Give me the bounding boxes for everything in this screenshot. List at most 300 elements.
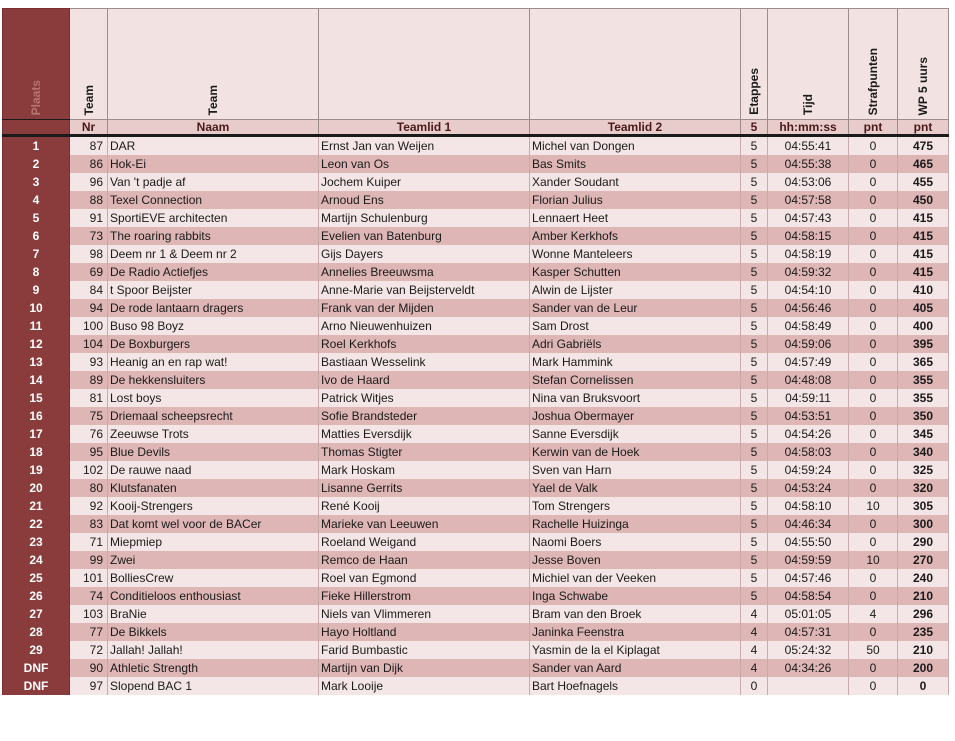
cell-team-nr: 96	[70, 173, 108, 191]
cell-wp: 340	[898, 443, 949, 461]
cell-team-nr: 83	[70, 515, 108, 533]
subheader-plaats	[3, 120, 70, 136]
cell-strafpunten: 0	[849, 136, 898, 156]
subheader-wp: pnt	[898, 120, 949, 136]
cell-plaats: 10	[3, 299, 70, 317]
table-row[interactable]	[3, 245, 949, 263]
cell-team-nr: 76	[70, 425, 108, 443]
cell-etappes: 5	[741, 551, 768, 569]
cell-wp: 410	[898, 281, 949, 299]
cell-strafpunten: 0	[849, 227, 898, 245]
cell-tijd: 04:53:51	[768, 407, 849, 425]
cell-teamlid2: Jesse Boven	[530, 551, 741, 569]
cell-plaats: 20	[3, 479, 70, 497]
cell-team-naam: Slopend BAC 1	[108, 677, 319, 695]
cell-teamlid2: Sanne Eversdijk	[530, 425, 741, 443]
table-row[interactable]	[3, 605, 949, 623]
cell-tijd: 04:58:19	[768, 245, 849, 263]
cell-strafpunten: 0	[849, 353, 898, 371]
cell-wp: 450	[898, 191, 949, 209]
cell-strafpunten: 0	[849, 425, 898, 443]
cell-team-naam: Dat komt wel voor de BACer	[108, 515, 319, 533]
cell-teamlid2: Rachelle Huizinga	[530, 515, 741, 533]
cell-etappes: 5	[741, 425, 768, 443]
cell-team-naam: Hok-Ei	[108, 155, 319, 173]
table-row[interactable]	[3, 209, 949, 227]
cell-wp: 355	[898, 389, 949, 407]
cell-teamlid1: Fieke Hillerstrom	[319, 587, 530, 605]
cell-plaats: 5	[3, 209, 70, 227]
cell-team-naam: Buso 98 Boyz	[108, 317, 319, 335]
cell-etappes: 4	[741, 623, 768, 641]
cell-etappes: 5	[741, 371, 768, 389]
cell-strafpunten: 0	[849, 335, 898, 353]
cell-team-nr: 71	[70, 533, 108, 551]
cell-wp: 240	[898, 569, 949, 587]
header-team-nr-label: Team	[81, 84, 96, 115]
cell-tijd: 05:24:32	[768, 641, 849, 659]
cell-etappes: 5	[741, 317, 768, 335]
cell-wp: 415	[898, 263, 949, 281]
cell-teamlid1: Arno Nieuwenhuizen	[319, 317, 530, 335]
header-wp-label: WP 5 uurs	[916, 56, 930, 115]
table-row[interactable]	[3, 533, 949, 551]
cell-etappes: 5	[741, 335, 768, 353]
cell-teamlid1: Ivo de Haard	[319, 371, 530, 389]
cell-tijd: 04:58:15	[768, 227, 849, 245]
cell-strafpunten: 10	[849, 551, 898, 569]
cell-team-nr: 104	[70, 335, 108, 353]
cell-team-naam: Jallah! Jallah!	[108, 641, 319, 659]
cell-team-nr: 75	[70, 407, 108, 425]
header-team-naam[interactable]	[108, 9, 319, 120]
cell-teamlid1: Roel Kerkhofs	[319, 335, 530, 353]
subheader-strafpunten: pnt	[849, 120, 898, 136]
cell-team-nr: 86	[70, 155, 108, 173]
cell-team-naam: Zeeuwse Trots	[108, 425, 319, 443]
cell-team-nr: 72	[70, 641, 108, 659]
cell-plaats: 13	[3, 353, 70, 371]
cell-team-nr: 93	[70, 353, 108, 371]
cell-wp: 305	[898, 497, 949, 515]
cell-team-nr: 77	[70, 623, 108, 641]
cell-etappes: 5	[741, 353, 768, 371]
cell-tijd: 04:48:08	[768, 371, 849, 389]
cell-plaats: 26	[3, 587, 70, 605]
table-row[interactable]	[3, 515, 949, 533]
cell-teamlid2: Florian Julius	[530, 191, 741, 209]
cell-wp: 365	[898, 353, 949, 371]
cell-team-naam: De rode lantaarn dragers	[108, 299, 319, 317]
cell-strafpunten: 0	[849, 623, 898, 641]
cell-team-nr: 95	[70, 443, 108, 461]
subheader-nr: Nr	[70, 120, 108, 136]
table-row[interactable]	[3, 335, 949, 353]
cell-teamlid2: Amber Kerkhofs	[530, 227, 741, 245]
cell-tijd: 04:57:46	[768, 569, 849, 587]
cell-strafpunten: 0	[849, 443, 898, 461]
cell-teamlid2: Janinka Feenstra	[530, 623, 741, 641]
cell-etappes: 4	[741, 641, 768, 659]
cell-teamlid2: Adri Gabriëls	[530, 335, 741, 353]
cell-team-nr: 90	[70, 659, 108, 677]
cell-strafpunten: 0	[849, 407, 898, 425]
cell-team-naam: De Bikkels	[108, 623, 319, 641]
table-row[interactable]	[3, 587, 949, 605]
cell-team-nr: 74	[70, 587, 108, 605]
cell-team-naam: Van 't padje af	[108, 173, 319, 191]
cell-strafpunten: 0	[849, 371, 898, 389]
cell-teamlid1: Evelien van Batenburg	[319, 227, 530, 245]
header-wp[interactable]	[898, 9, 949, 120]
cell-etappes: 5	[741, 515, 768, 533]
cell-team-nr: 92	[70, 497, 108, 515]
table-row[interactable]	[3, 389, 949, 407]
cell-etappes: 5	[741, 191, 768, 209]
table-row[interactable]	[3, 353, 949, 371]
header-tijd-label: Tijd	[801, 93, 815, 115]
header-team-nr[interactable]	[70, 9, 108, 120]
cell-tijd: 04:59:06	[768, 335, 849, 353]
cell-plaats: 9	[3, 281, 70, 299]
results-sheet	[2, 8, 948, 695]
cell-teamlid1: Annelies Breeuwsma	[319, 263, 530, 281]
cell-wp: 270	[898, 551, 949, 569]
cell-teamlid2: Xander Soudant	[530, 173, 741, 191]
table-row[interactable]	[3, 641, 949, 659]
table-row[interactable]	[3, 227, 949, 245]
cell-teamlid2: Kerwin van de Hoek	[530, 443, 741, 461]
table-row[interactable]	[3, 136, 949, 156]
cell-team-naam: Athletic Strength	[108, 659, 319, 677]
header-plaats[interactable]	[3, 9, 70, 120]
cell-wp: 320	[898, 479, 949, 497]
table-row[interactable]	[3, 371, 949, 389]
cell-wp: 325	[898, 461, 949, 479]
cell-etappes: 5	[741, 443, 768, 461]
cell-wp: 400	[898, 317, 949, 335]
cell-strafpunten: 10	[849, 497, 898, 515]
cell-tijd: 04:57:58	[768, 191, 849, 209]
cell-wp: 415	[898, 227, 949, 245]
cell-teamlid2: Michiel van der Veeken	[530, 569, 741, 587]
cell-team-naam: De Radio Actiefjes	[108, 263, 319, 281]
results-body	[3, 136, 949, 696]
cell-team-naam: BolliesCrew	[108, 569, 319, 587]
cell-wp: 455	[898, 173, 949, 191]
cell-teamlid1: Sofie Brandsteder	[319, 407, 530, 425]
cell-teamlid1: Leon van Os	[319, 155, 530, 173]
table-row[interactable]	[3, 659, 949, 677]
cell-tijd: 04:53:24	[768, 479, 849, 497]
cell-team-nr: 84	[70, 281, 108, 299]
cell-wp: 415	[898, 245, 949, 263]
cell-teamlid1: Martijn Schulenburg	[319, 209, 530, 227]
header-etappes-label: Etappes	[747, 68, 761, 115]
table-row[interactable]	[3, 623, 949, 641]
cell-etappes: 5	[741, 587, 768, 605]
cell-team-nr: 80	[70, 479, 108, 497]
table-row[interactable]	[3, 407, 949, 425]
table-row[interactable]	[3, 479, 949, 497]
table-row[interactable]	[3, 551, 949, 569]
header-strafpunten-label: Strafpunten	[866, 47, 880, 115]
cell-team-nr: 69	[70, 263, 108, 281]
cell-wp: 300	[898, 515, 949, 533]
cell-team-nr: 73	[70, 227, 108, 245]
cell-wp: 395	[898, 335, 949, 353]
cell-teamlid1: Farid Bumbastic	[319, 641, 530, 659]
cell-plaats: 18	[3, 443, 70, 461]
cell-teamlid1: Roel van Egmond	[319, 569, 530, 587]
cell-teamlid2: Wonne Manteleers	[530, 245, 741, 263]
cell-teamlid1: Thomas Stigter	[319, 443, 530, 461]
subheader-naam: Naam	[108, 120, 319, 136]
table-row[interactable]	[3, 191, 949, 209]
cell-strafpunten: 0	[849, 173, 898, 191]
table-row[interactable]	[3, 281, 949, 299]
cell-strafpunten: 0	[849, 299, 898, 317]
cell-team-naam: SportiEVE architecten	[108, 209, 319, 227]
cell-etappes: 5	[741, 227, 768, 245]
cell-team-naam: De hekkensluiters	[108, 371, 319, 389]
cell-strafpunten: 0	[849, 281, 898, 299]
cell-plaats: 25	[3, 569, 70, 587]
cell-plaats: 19	[3, 461, 70, 479]
cell-teamlid2: Mark Hammink	[530, 353, 741, 371]
cell-plaats: 29	[3, 641, 70, 659]
cell-team-nr: 101	[70, 569, 108, 587]
cell-teamlid2: Nina van Bruksvoort	[530, 389, 741, 407]
cell-teamlid1: Patrick Witjes	[319, 389, 530, 407]
cell-tijd: 04:58:49	[768, 317, 849, 335]
cell-tijd: 04:59:59	[768, 551, 849, 569]
cell-strafpunten: 4	[849, 605, 898, 623]
cell-tijd	[768, 677, 849, 695]
cell-tijd: 04:59:32	[768, 263, 849, 281]
cell-etappes: 5	[741, 569, 768, 587]
cell-teamlid1: Remco de Haan	[319, 551, 530, 569]
cell-etappes: 5	[741, 389, 768, 407]
cell-strafpunten: 0	[849, 263, 898, 281]
cell-teamlid1: Gijs Dayers	[319, 245, 530, 263]
cell-wp: 210	[898, 641, 949, 659]
subheader-tijd: hh:mm:ss	[768, 120, 849, 136]
cell-team-nr: 94	[70, 299, 108, 317]
cell-team-naam: Lost boys	[108, 389, 319, 407]
cell-teamlid2: Sander van Aard	[530, 659, 741, 677]
cell-teamlid1: Arnoud Ens	[319, 191, 530, 209]
cell-wp: 355	[898, 371, 949, 389]
cell-plaats: 14	[3, 371, 70, 389]
cell-etappes: 5	[741, 299, 768, 317]
cell-teamlid1: Lisanne Gerrits	[319, 479, 530, 497]
results-table	[2, 8, 949, 695]
cell-teamlid2: Michel van Dongen	[530, 136, 741, 156]
cell-strafpunten: 0	[849, 659, 898, 677]
cell-team-nr: 89	[70, 371, 108, 389]
cell-team-naam: BraNie	[108, 605, 319, 623]
header-strafpunten[interactable]	[849, 9, 898, 120]
header-etappes[interactable]	[741, 9, 768, 120]
cell-strafpunten: 0	[849, 479, 898, 497]
cell-strafpunten: 0	[849, 389, 898, 407]
table-row[interactable]	[3, 299, 949, 317]
cell-strafpunten: 0	[849, 587, 898, 605]
cell-etappes: 5	[741, 263, 768, 281]
cell-team-nr: 87	[70, 136, 108, 156]
table-row[interactable]	[3, 317, 949, 335]
cell-strafpunten: 0	[849, 677, 898, 695]
cell-plaats: 21	[3, 497, 70, 515]
cell-wp: 290	[898, 533, 949, 551]
table-row[interactable]	[3, 173, 949, 191]
cell-teamlid1: Hayo Holtland	[319, 623, 530, 641]
cell-tijd: 04:58:10	[768, 497, 849, 515]
cell-strafpunten: 0	[849, 533, 898, 551]
cell-plaats: 7	[3, 245, 70, 263]
cell-wp: 350	[898, 407, 949, 425]
cell-teamlid2: Naomi Boers	[530, 533, 741, 551]
cell-team-nr: 99	[70, 551, 108, 569]
cell-wp: 200	[898, 659, 949, 677]
table-row[interactable]	[3, 461, 949, 479]
cell-teamlid1: Marieke van Leeuwen	[319, 515, 530, 533]
cell-teamlid2: Inga Schwabe	[530, 587, 741, 605]
subheader-etappes: 5	[741, 120, 768, 136]
cell-tijd: 04:46:34	[768, 515, 849, 533]
cell-etappes: 4	[741, 659, 768, 677]
header-plaats-label: Plaats	[29, 79, 43, 115]
header-teamlid2[interactable]	[530, 9, 741, 120]
cell-team-nr: 81	[70, 389, 108, 407]
table-row[interactable]	[3, 677, 949, 695]
cell-plaats: 27	[3, 605, 70, 623]
cell-tijd: 04:53:06	[768, 173, 849, 191]
cell-tijd: 04:59:11	[768, 389, 849, 407]
cell-plaats: 17	[3, 425, 70, 443]
subheader-teamlid2: Teamlid 2	[530, 120, 741, 136]
cell-tijd: 04:59:24	[768, 461, 849, 479]
cell-teamlid1: Anne-Marie van Beijsterveldt	[319, 281, 530, 299]
cell-team-nr: 102	[70, 461, 108, 479]
cell-team-naam: Klutsfanaten	[108, 479, 319, 497]
cell-wp: 345	[898, 425, 949, 443]
cell-plaats: 15	[3, 389, 70, 407]
cell-plaats: 22	[3, 515, 70, 533]
cell-teamlid2: Bas Smits	[530, 155, 741, 173]
cell-team-naam: De Boxburgers	[108, 335, 319, 353]
cell-strafpunten: 0	[849, 245, 898, 263]
cell-etappes: 5	[741, 533, 768, 551]
cell-tijd: 04:55:38	[768, 155, 849, 173]
cell-plaats: 12	[3, 335, 70, 353]
table-row[interactable]	[3, 263, 949, 281]
cell-team-naam: Heanig an en rap wat!	[108, 353, 319, 371]
cell-tijd: 04:56:46	[768, 299, 849, 317]
cell-teamlid1: Niels van Vlimmeren	[319, 605, 530, 623]
cell-teamlid2: Bram van den Broek	[530, 605, 741, 623]
cell-teamlid1: Matties Eversdijk	[319, 425, 530, 443]
cell-tijd: 04:57:43	[768, 209, 849, 227]
cell-team-nr: 100	[70, 317, 108, 335]
cell-wp: 210	[898, 587, 949, 605]
cell-tijd: 04:58:03	[768, 443, 849, 461]
cell-plaats: 24	[3, 551, 70, 569]
cell-strafpunten: 0	[849, 461, 898, 479]
cell-tijd: 04:58:54	[768, 587, 849, 605]
cell-teamlid1: Jochem Kuiper	[319, 173, 530, 191]
cell-wp: 415	[898, 209, 949, 227]
subheader-teamlid1: Teamlid 1	[319, 120, 530, 136]
cell-team-naam: Kooij-Strengers	[108, 497, 319, 515]
cell-teamlid2: Stefan Cornelissen	[530, 371, 741, 389]
table-row[interactable]	[3, 155, 949, 173]
cell-team-nr: 98	[70, 245, 108, 263]
cell-teamlid2: Sam Drost	[530, 317, 741, 335]
header-team-naam-label: Team	[206, 84, 220, 115]
cell-team-nr: 97	[70, 677, 108, 695]
cell-teamlid1: Mark Looije	[319, 677, 530, 695]
cell-tijd: 04:55:41	[768, 136, 849, 156]
cell-plaats: 28	[3, 623, 70, 641]
cell-strafpunten: 50	[849, 641, 898, 659]
cell-wp: 465	[898, 155, 949, 173]
cell-plaats: DNF	[3, 677, 70, 695]
cell-etappes: 5	[741, 155, 768, 173]
cell-teamlid1: Ernst Jan van Weijen	[319, 136, 530, 156]
cell-tijd: 05:01:05	[768, 605, 849, 623]
header-teamlid1[interactable]	[319, 9, 530, 120]
cell-tijd: 04:55:50	[768, 533, 849, 551]
cell-plaats: 23	[3, 533, 70, 551]
cell-teamlid2: Tom Strengers	[530, 497, 741, 515]
cell-tijd: 04:57:49	[768, 353, 849, 371]
header-tijd[interactable]	[768, 9, 849, 120]
cell-etappes: 5	[741, 281, 768, 299]
cell-strafpunten: 0	[849, 155, 898, 173]
table-row[interactable]	[3, 569, 949, 587]
cell-teamlid2: Yasmin de la el Kiplagat	[530, 641, 741, 659]
cell-team-nr: 88	[70, 191, 108, 209]
cell-teamlid1: Frank van der Mijden	[319, 299, 530, 317]
table-row[interactable]	[3, 443, 949, 461]
cell-etappes: 5	[741, 407, 768, 425]
table-row[interactable]	[3, 425, 949, 443]
cell-team-naam: Driemaal scheepsrecht	[108, 407, 319, 425]
cell-teamlid2: Joshua Obermayer	[530, 407, 741, 425]
cell-wp: 235	[898, 623, 949, 641]
cell-team-naam: Blue Devils	[108, 443, 319, 461]
cell-teamlid1: René Kooij	[319, 497, 530, 515]
cell-wp: 475	[898, 136, 949, 156]
cell-etappes: 0	[741, 677, 768, 695]
cell-etappes: 5	[741, 497, 768, 515]
cell-wp: 296	[898, 605, 949, 623]
cell-etappes: 5	[741, 209, 768, 227]
cell-etappes: 5	[741, 479, 768, 497]
cell-plaats: 3	[3, 173, 70, 191]
cell-etappes: 5	[741, 461, 768, 479]
cell-team-naam: DAR	[108, 136, 319, 156]
table-row[interactable]	[3, 497, 949, 515]
cell-team-naam: Deem nr 1 & Deem nr 2	[108, 245, 319, 263]
cell-teamlid2: Lennaert Heet	[530, 209, 741, 227]
cell-team-naam: The roaring rabbits	[108, 227, 319, 245]
cell-etappes: 5	[741, 136, 768, 156]
cell-teamlid2: Kasper Schutten	[530, 263, 741, 281]
cell-teamlid1: Mark Hoskam	[319, 461, 530, 479]
